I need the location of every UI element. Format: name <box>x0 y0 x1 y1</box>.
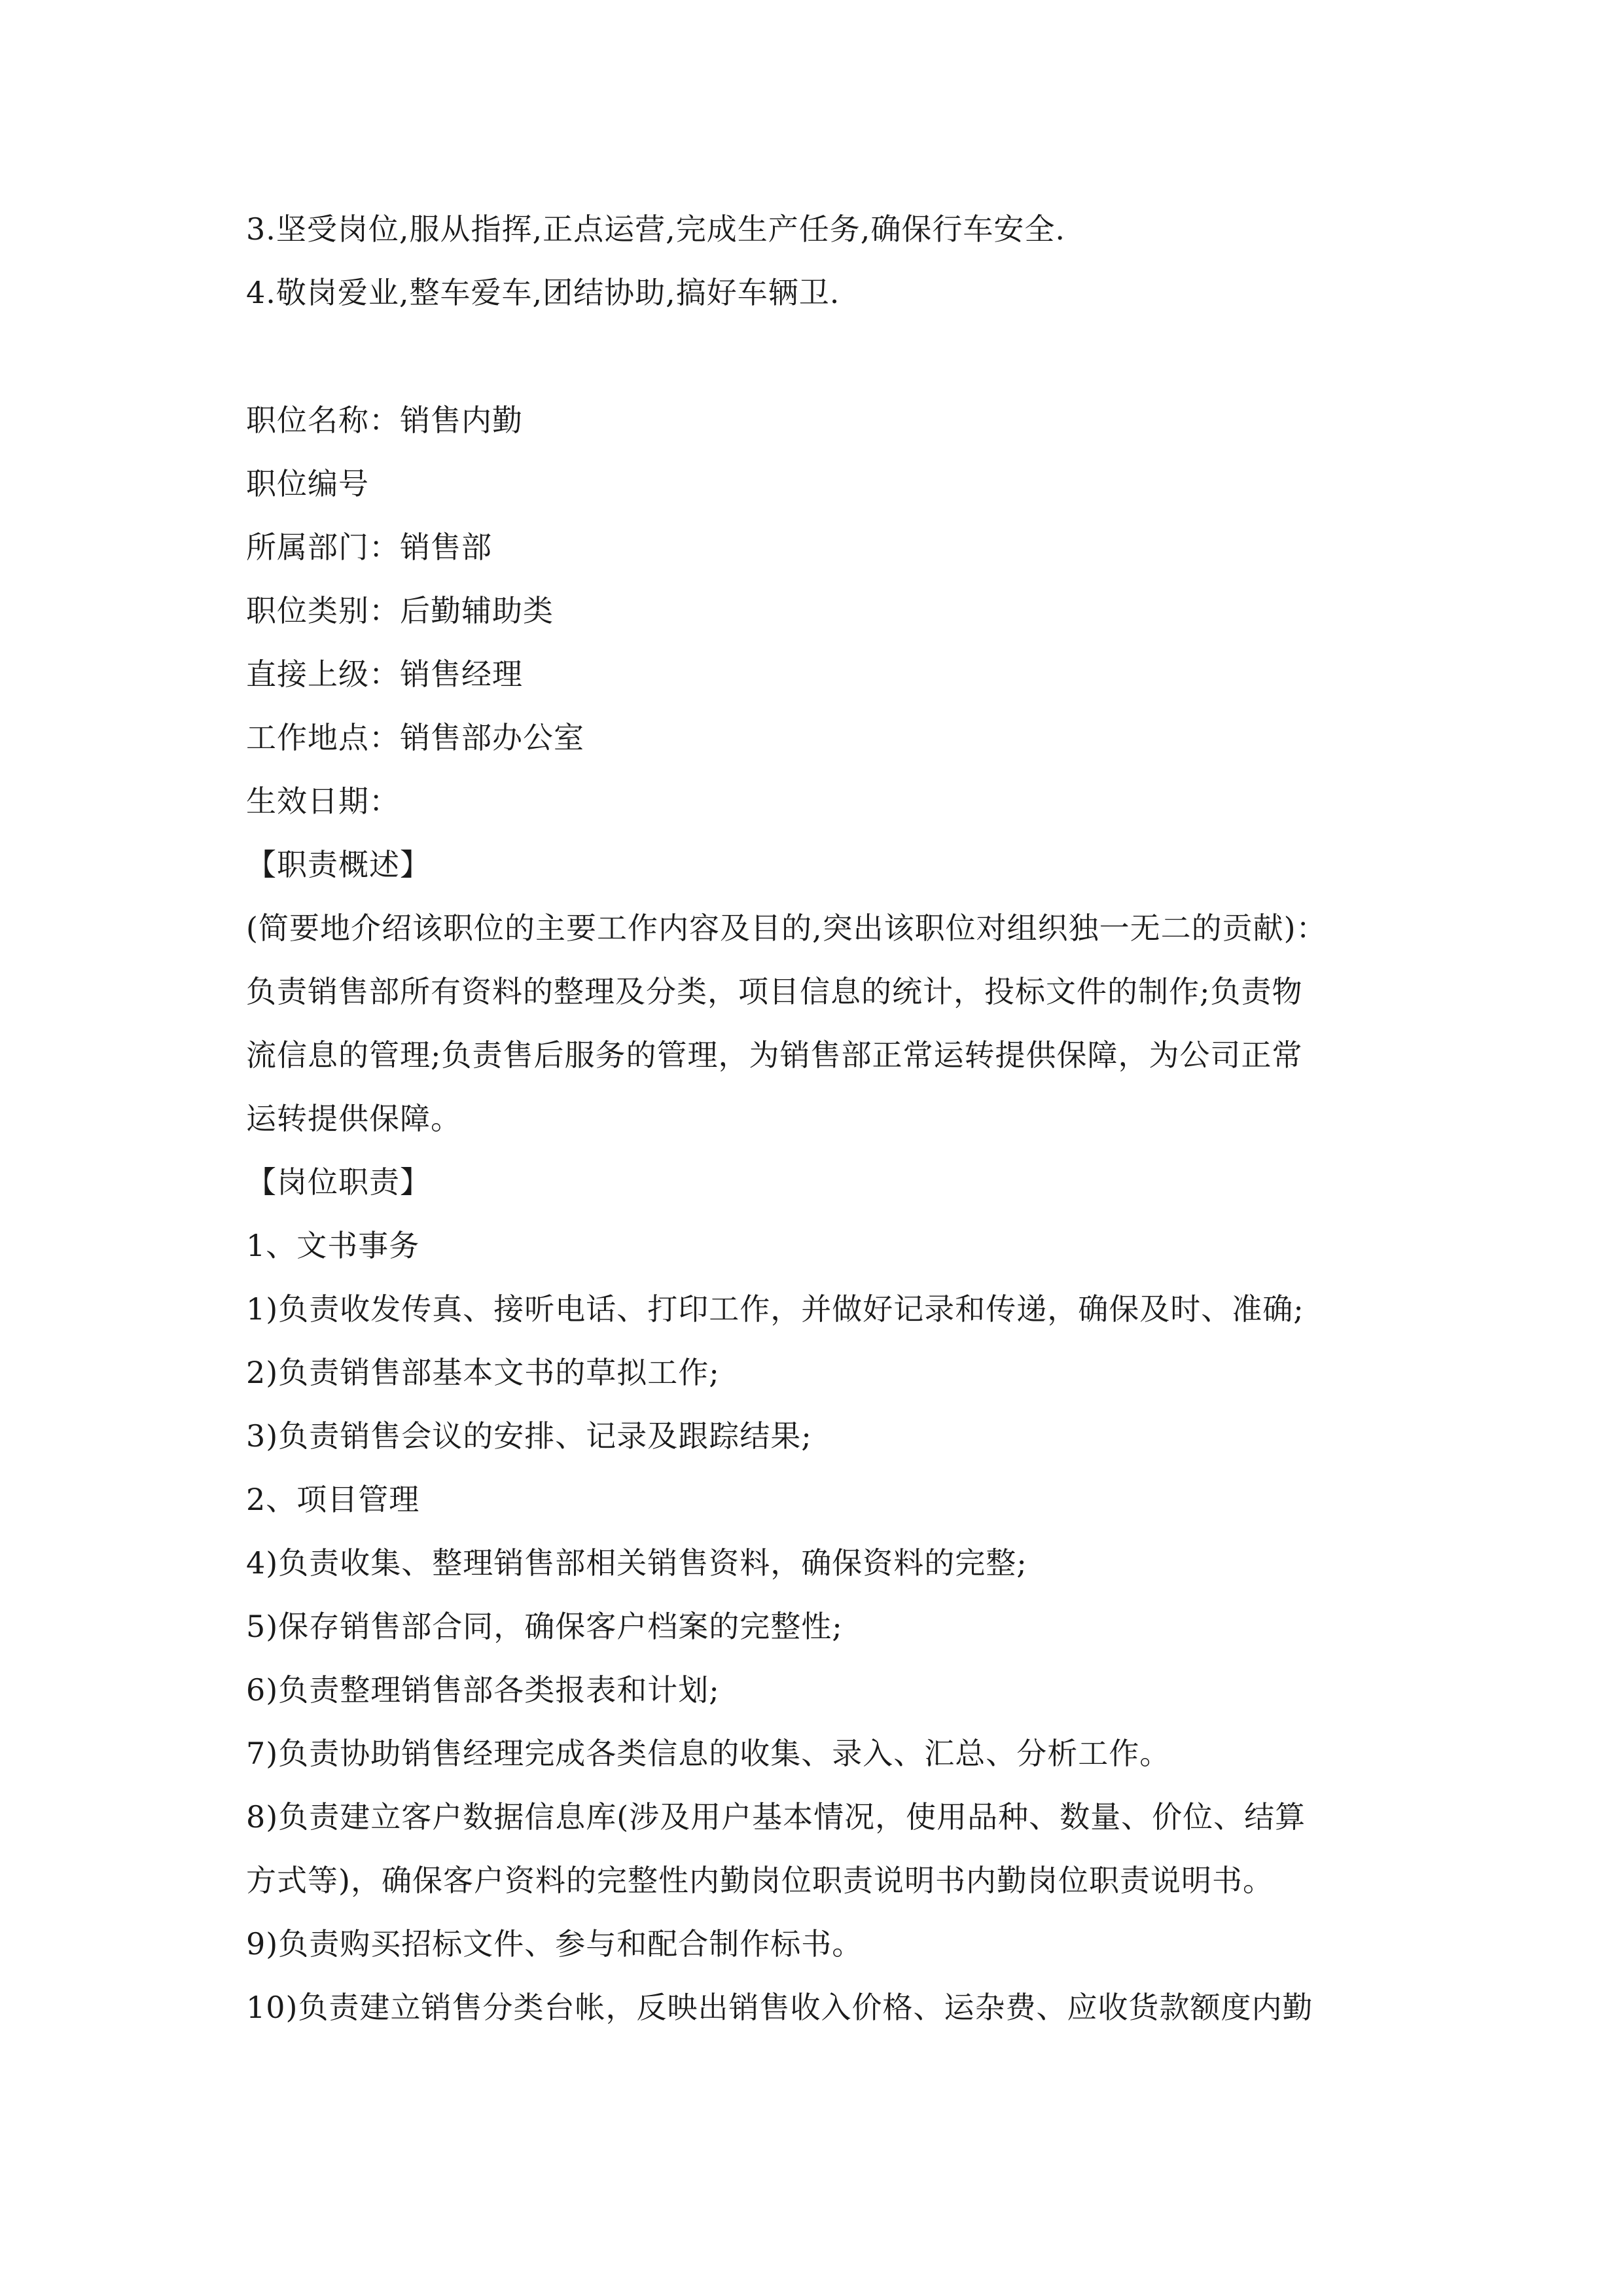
department: 所属部门：销售部 <box>246 529 492 565</box>
summary-text-1: 负责销售部所有资料的整理及分类，项目信息的统计，投标文件的制作;负责物 <box>246 974 1303 1009</box>
duty-item-3: 3)负责销售会议的安排、记录及跟踪结果; <box>246 1418 812 1454</box>
duty-item-9: 9)负责购买招标文件、参与和配合制作标书。 <box>246 1926 863 1962</box>
summary-intro: (简要地介绍该职位的主要工作内容及目的,突出该职位对组织独一无二的贡献)： <box>246 910 1327 946</box>
effective-date: 生效日期： <box>246 783 400 819</box>
duty-item-5: 5)保存销售部合同，确保客户档案的完整性; <box>246 1609 843 1644</box>
subsection-documents: 1、文书事务 <box>246 1228 420 1263</box>
summary-text-3: 运转提供保障。 <box>246 1101 461 1136</box>
duty-item-1: 1)负责收发传真、接听电话、打印工作，并做好记录和传递，确保及时、准确; <box>246 1291 1304 1327</box>
text-line-duty-4: 4.敬岗爱业,整车爱车,团结协助,搞好车辆卫. <box>246 275 840 310</box>
duty-item-6: 6)负责整理销售部各类报表和计划; <box>246 1672 720 1708</box>
section-heading-duties: 【岗位职责】 <box>246 1164 431 1200</box>
position-name: 职位名称：销售内勤 <box>246 403 523 438</box>
summary-text-2: 流信息的管理;负责售后服务的管理，为销售部正常运转提供保障，为公司正常 <box>246 1037 1303 1073</box>
text-line-duty-3: 3.坚受岗位,服从指挥,正点运营,完成生产任务,确保行车安全. <box>246 211 1065 247</box>
work-location: 工作地点：销售部办公室 <box>246 720 584 755</box>
section-heading-summary: 【职责概述】 <box>246 847 431 882</box>
duty-item-4: 4)负责收集、整理销售部相关销售资料，确保资料的完整; <box>246 1545 1027 1581</box>
position-number: 职位编号 <box>246 466 369 501</box>
duty-item-10: 10)负责建立销售分类台帐，反映出销售收入价格、运杂费、应收货款额度内勤 <box>246 1990 1313 2025</box>
position-category: 职位类别：后勤辅助类 <box>246 593 554 628</box>
duty-item-7: 7)负责协助销售经理完成各类信息的收集、录入、汇总、分析工作。 <box>246 1736 1171 1771</box>
duty-item-8: 8)负责建立客户数据信息库(涉及用户基本情况，使用品种、数量、价位、结算 <box>246 1799 1306 1835</box>
direct-supervisor: 直接上级：销售经理 <box>246 656 523 692</box>
duty-item-8-cont: 方式等)，确保客户资料的完整性内勤岗位职责说明书内勤岗位职责说明书。 <box>246 1863 1274 1898</box>
duty-item-2: 2)负责销售部基本文书的草拟工作; <box>246 1355 720 1390</box>
subsection-project-mgmt: 2、项目管理 <box>246 1482 420 1517</box>
